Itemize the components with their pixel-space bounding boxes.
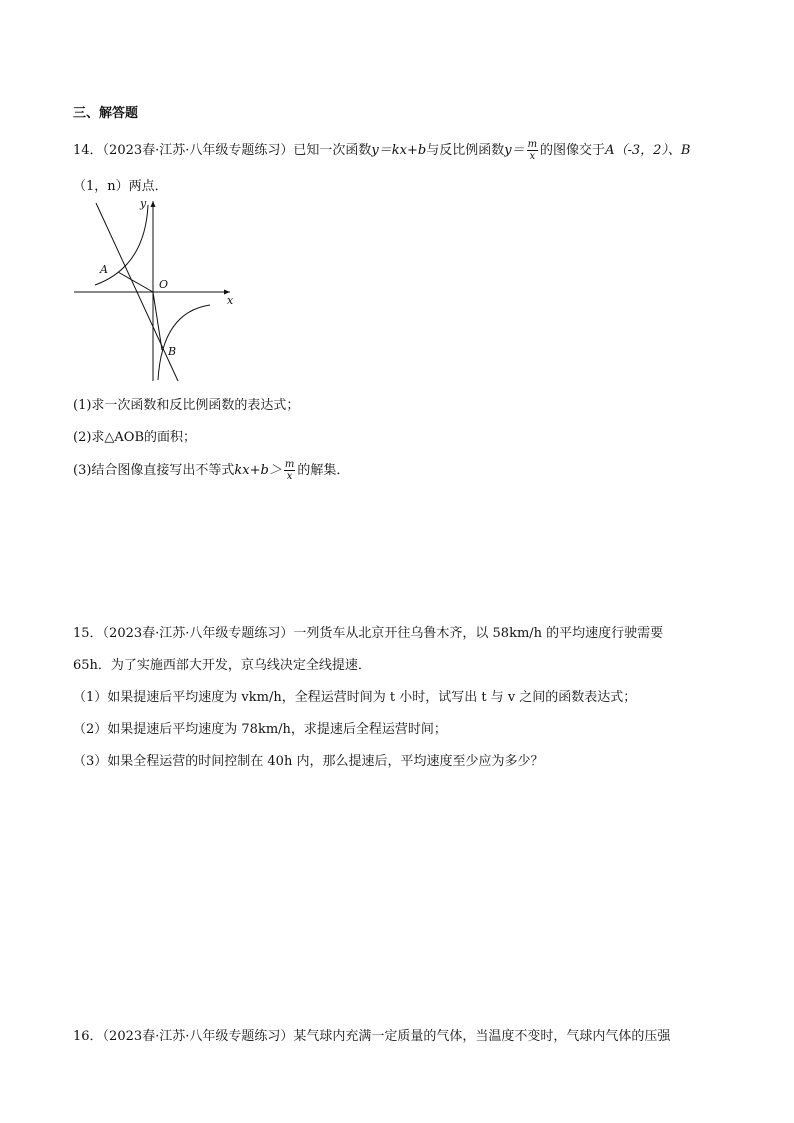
point-a-label: A	[100, 263, 108, 276]
origin-label: O	[159, 278, 169, 291]
frac-numerator: m	[284, 459, 295, 470]
q14-part3-fraction	[284, 459, 295, 482]
x-axis-label: x	[227, 294, 234, 307]
q14-intro-b: 与反比例函数	[426, 143, 505, 158]
q15-part2: （2）如果提速后平均速度为 78km/h，求提速后全程运营时间；	[73, 722, 447, 737]
function-graph	[70, 195, 240, 385]
frac-denominator: x	[286, 471, 293, 482]
y-axis-arrow	[151, 201, 156, 207]
frac-numerator: m	[527, 139, 538, 150]
q14-part3-b: 的解集．	[297, 463, 350, 478]
q14-fraction	[527, 139, 538, 162]
q14-part2: (2)求△AOB的面积；	[73, 430, 197, 445]
q14-part3-expr: kx+b＞	[234, 463, 282, 478]
q15-part1: （1）如果提速后平均速度为 vkm/h，全程运营时间为 t 小时，试写出 t 与 v 之间的函数表达式；	[73, 690, 637, 705]
q14-line1	[73, 139, 690, 162]
q14-linear-fn: y＝kx+b	[371, 143, 427, 158]
hyperbola-branch-right	[158, 305, 210, 380]
q15-line1: 15．（2023春·江苏·八年级专题练习）一列货车从北京开往乌鲁木齐，以 58km/h 的平均速度行驶需要	[73, 626, 664, 641]
point-b-label: B	[168, 345, 177, 358]
q14-part3	[73, 459, 349, 482]
q14-part3-a: (3)结合图像直接写出不等式	[73, 463, 235, 478]
frac-denominator: x	[529, 151, 536, 162]
q15-line2: 65h．为了实施西部大开发，京乌线决定全线提速．	[73, 658, 371, 673]
section-title: 三、解答题	[73, 106, 139, 121]
q14-line2: （1，n）两点．	[73, 179, 168, 194]
q14-points: A（-3，2）、B	[605, 143, 691, 158]
q15-part3: （3）如果全程运营的时间控制在 40h 内，那么提速后，平均速度至少应为多少？	[73, 754, 544, 769]
q14-intro-c: 的图像交于	[540, 143, 606, 158]
y-axis-label: y	[140, 197, 147, 210]
q14-inv-lhs: y＝	[504, 143, 525, 158]
segment-ob	[153, 292, 162, 350]
q14-part1: (1)求一次函数和反比例函数的表达式；	[73, 398, 300, 413]
q14-intro-a: 14．（2023春·江苏·八年级专题练习）已知一次函数	[73, 143, 372, 158]
q16-line1: 16．（2023春·江苏·八年级专题练习）某气球内充满一定质量的气体，当温度不变时，气球内气体的压强	[73, 1029, 671, 1044]
